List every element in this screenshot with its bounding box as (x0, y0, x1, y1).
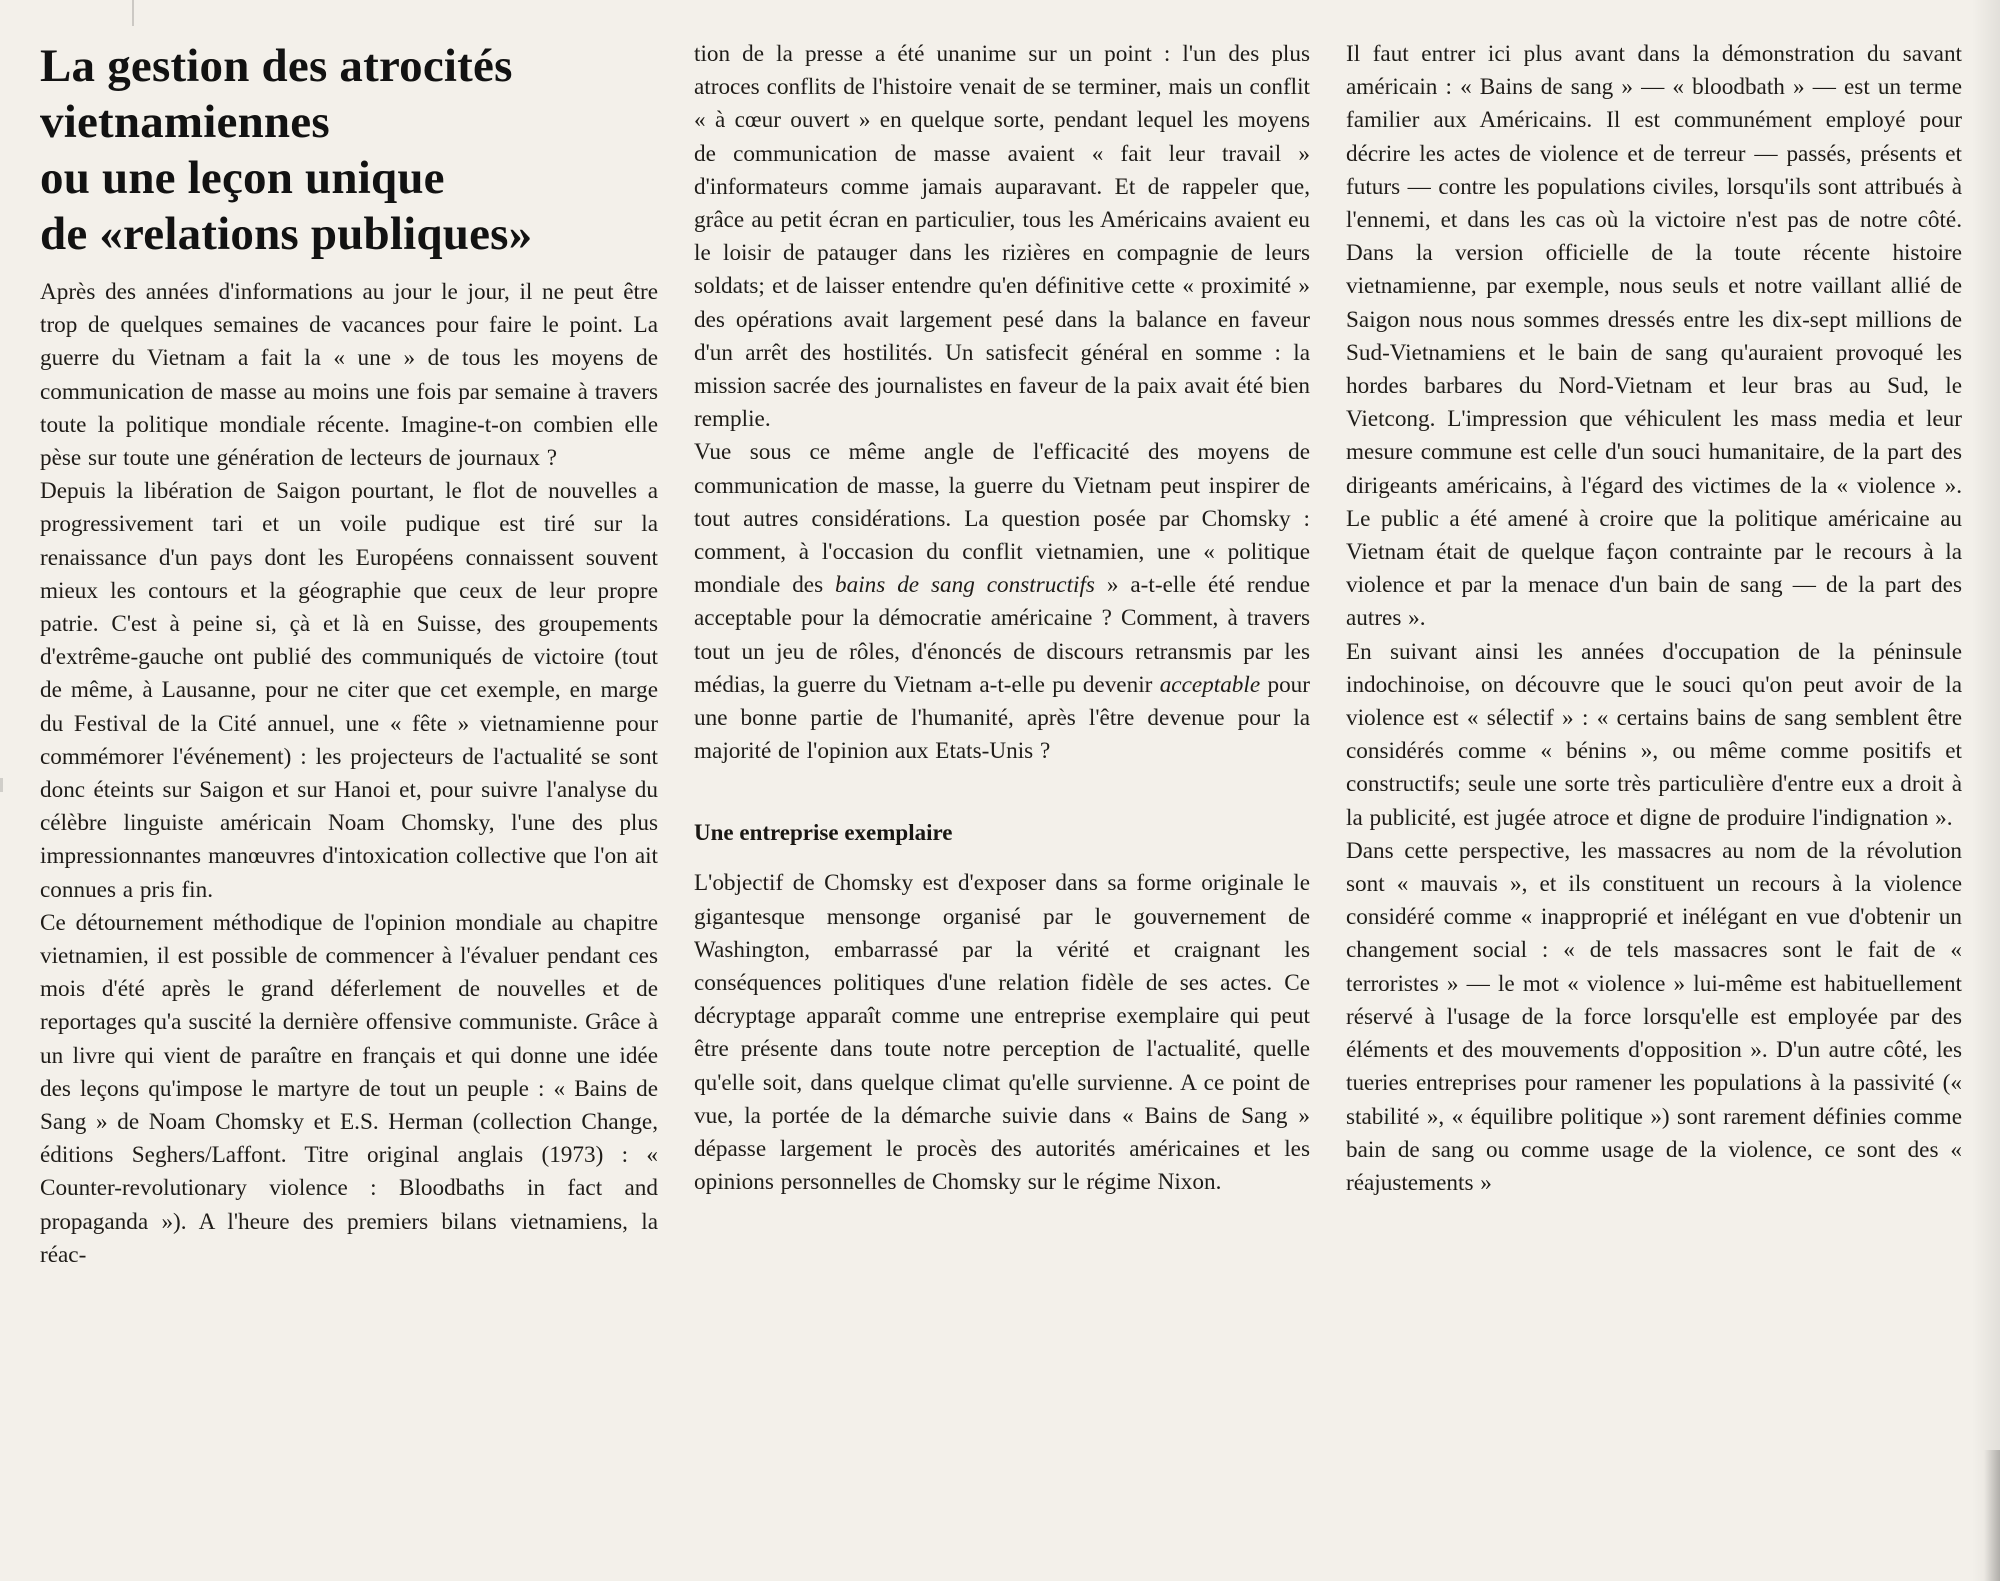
scan-mark-top (132, 0, 134, 26)
column-3 (1346, 38, 1962, 1200)
col3-paragraph-3: Dans cette perspective, les massacres au nom de la révolution sont « mauvais », et ils constituent un recours à la violence considéré comme « inapproprié et inélégant en vue d'obtenir un changement social : « de tels massacres sont le fait de « terroristes » — le mot « violence » lui-même est habituellement réservé à l'usage de la force lorsqu'elle est employée par des éléments et des mouvements d'opposition ». D'un autre côté, les tueries entreprises pour ramener les populations à la passivité (« stabilité », « équilibre politique ») sont rarement définies comme bain de sang ou comme usage de la violence, ce sont des « réajustements » (1346, 837, 1962, 1196)
col1-paragraph-3: Ce détournement méthodique de l'opinion mondiale au chapitre vietnamien, il est possible de commencer à l'évaluer pendant ces mois d'été après le grand déferlement de nouvelles et de reportages qu'a suscité la dernière offensive communiste. Grâce à un livre qui vient de paraître en français et qui donne une idée des leçons qu'impose le martyre de tout un peuple : « Bains de Sang » de Noam Chomsky et E.S. Herman (collection Change, éditions Seghers/Laffont. Titre original anglais (1973) : « Counter-revolutionary violence : Bloodbaths in fact and propaganda »). A l'heure des premiers bilans vietnamiens, la réac- (40, 909, 658, 1268)
page-fold-shadow (1984, 1450, 2000, 1581)
article-title-line-1: La gestion des atrocités (40, 40, 513, 92)
page-edge-shadow (1972, 0, 2000, 1581)
col2-paragraph-1: tion de la presse a été unanime sur un point : l'un des plus atroces conflits de l'histoire venait de se terminer, mais un conflit « à cœur ouvert » en quelque sorte, pendant lequel les moyens de communication de masse avaient « fait leur travail » d'informateurs comme jamais auparavant. Et de rappeler que, grâce au petit écran en particulier, tous les Américains avaient eu le loisir de patauger dans les rizières en compagnie de leurs soldats; et de laisser entendre qu'en définitive cette « proximité » des opérations avait largement pesé dans la balance en faveur d'un arrêt des hostilités. Un satisfecit général en somme : la mission sacrée des journalistes en faveur de la paix avait été bien remplie. (694, 41, 1310, 433)
article-title-line-3: ou une leçon unique (40, 152, 445, 204)
section-subheading: Une entreprise exemplaire (694, 820, 953, 846)
col2-emphasis-bains-de-sang: bains de sang constructifs (835, 572, 1095, 599)
scan-mark-left (0, 778, 3, 792)
col2-paragraph-2 (694, 436, 1310, 768)
article-title-line-4: de «relations publiques» (40, 208, 533, 260)
col1-paragraph-2: Depuis la libération de Saigon pourtant, le flot de nouvelles a progressivement tari et un voile pudique est tiré sur la renaissance d'un pays dont les Européens connaissent souvent mieux les contours et la géographie que ceux de leur propre patrie. C'est à peine si, çà et là en Suisse, des groupements d'extrême-gauche ont publié des communiqués de victoire (tout de même, à Lausanne, pour ne citer que cet exemple, en marge du Festival de la Cité annuel, une « fête » vietnamienne pour commémorer l'événement) : les projecteurs de l'actualité se sont donc éteints sur Saigon et sur Hanoi et, pour suivre l'analyse du célèbre linguiste américain Noam Chomsky, l'une des plus impressionnantes manœuvres d'intoxication collective que l'on ait connues a pris fin. (40, 478, 658, 903)
article-title (40, 38, 658, 262)
col2-paragraph-2-part-a: Vue sous ce même angle de l'efficacité des moyens de communication de masse, la guerre du Vietnam peut inspirer de tout autres considérations. La question posée par Chomsky : comment, à l'occasion du conflit vietnamien, une « politique mondiale des (694, 439, 1310, 599)
col3-paragraph-1: Il faut entrer ici plus avant dans la démonstration du savant américain : « Bains de sang » — « bloodbath » — est un terme familier aux Américains. Il est communément employé pour décrire les actes de violence et de terreur — passés, présents et futurs — contre les populations civiles, lorsqu'ils sont attribués à l'ennemi, et dans les cas où la victoire n'est pas de notre côté. Dans la version officielle de la toute récente histoire vietnamienne, par exemple, nous seuls et notre vaillant allié de Saigon nous nous sommes dressés entre les dix-sept millions de Sud-Vietnamiens et le bain de sang qu'auraient provoqué les hordes barbares du Nord-Vietnam et leur bras au Sud, le Vietcong. L'impression que véhiculent les mass media et leur mesure commune est celle d'un souci humanitaire, de la part des dirigeants américains, à l'égard des victimes de la « violence ». Le public a été amené à croire que la politique américaine au Vietnam était de quelque façon contrainte par le recours à la violence et par la menace d'un bain de sang — de la part des autres ». (1346, 41, 1962, 632)
col2-paragraph-2-part-c: pour une bonne partie de l'humanité, après l'être devenue pour la majorité de l'opinion aux Etats-Unis ? (694, 671, 1310, 765)
col2-paragraph-2-part-b: » a-t-elle été rendue acceptable pour la démocratie américaine ? Comment, à travers tout un jeu de rôles, d'énoncés de discours retransmis par les médias, la guerre du Vietnam a-t-elle pu devenir (694, 572, 1310, 698)
col2-paragraph-3: L'objectif de Chomsky est d'exposer dans sa forme originale le gigantesque mensonge organisé par le gouvernement de Washington, embarrassé par la vérité et craignant les conséquences politiques d'une relation fidèle de ses actes. Ce décryptage apparaît comme une entreprise exemplaire qui peut être présente dans toute notre perception de l'actualité, quelle qu'elle soit, dans quelque climat qu'elle survienne. A ce point de vue, la portée de la démarche suivie dans « Bains de Sang » dépasse largement le procès des autorités américaines et les opinions personnelles de Chomsky sur le régime Nixon. (694, 870, 1310, 1196)
article-title-line-2: vietnamiennes (40, 96, 330, 148)
col2-emphasis-acceptable: acceptable (1159, 671, 1261, 698)
col3-paragraph-2: En suivant ainsi les années d'occupation de la péninsule indochinoise, on découvre que le souci qu'on peut avoir de la violence est « sélectif » : « certains bains de sang semblent être considérés comme « bénins », ou même comme positifs et constructifs; seule une sorte très particulière d'entre eux a droit à la publicité, est jugée atroce et digne de produire l'indignation ». (1346, 638, 1962, 831)
col1-paragraph-1: Après des années d'informations au jour le jour, il ne peut être trop de quelques semaines de vacances pour faire le point. La guerre du Vietnam a fait la « une » de tous les moyens de communication de masse au moins une fois par semaine à travers toute la politique mondiale récente. Imagine-t-on combien elle pèse sur toute une génération de lecteurs de journaux ? (40, 279, 658, 472)
column-1 (40, 38, 658, 1272)
column-2 (694, 38, 1310, 1200)
